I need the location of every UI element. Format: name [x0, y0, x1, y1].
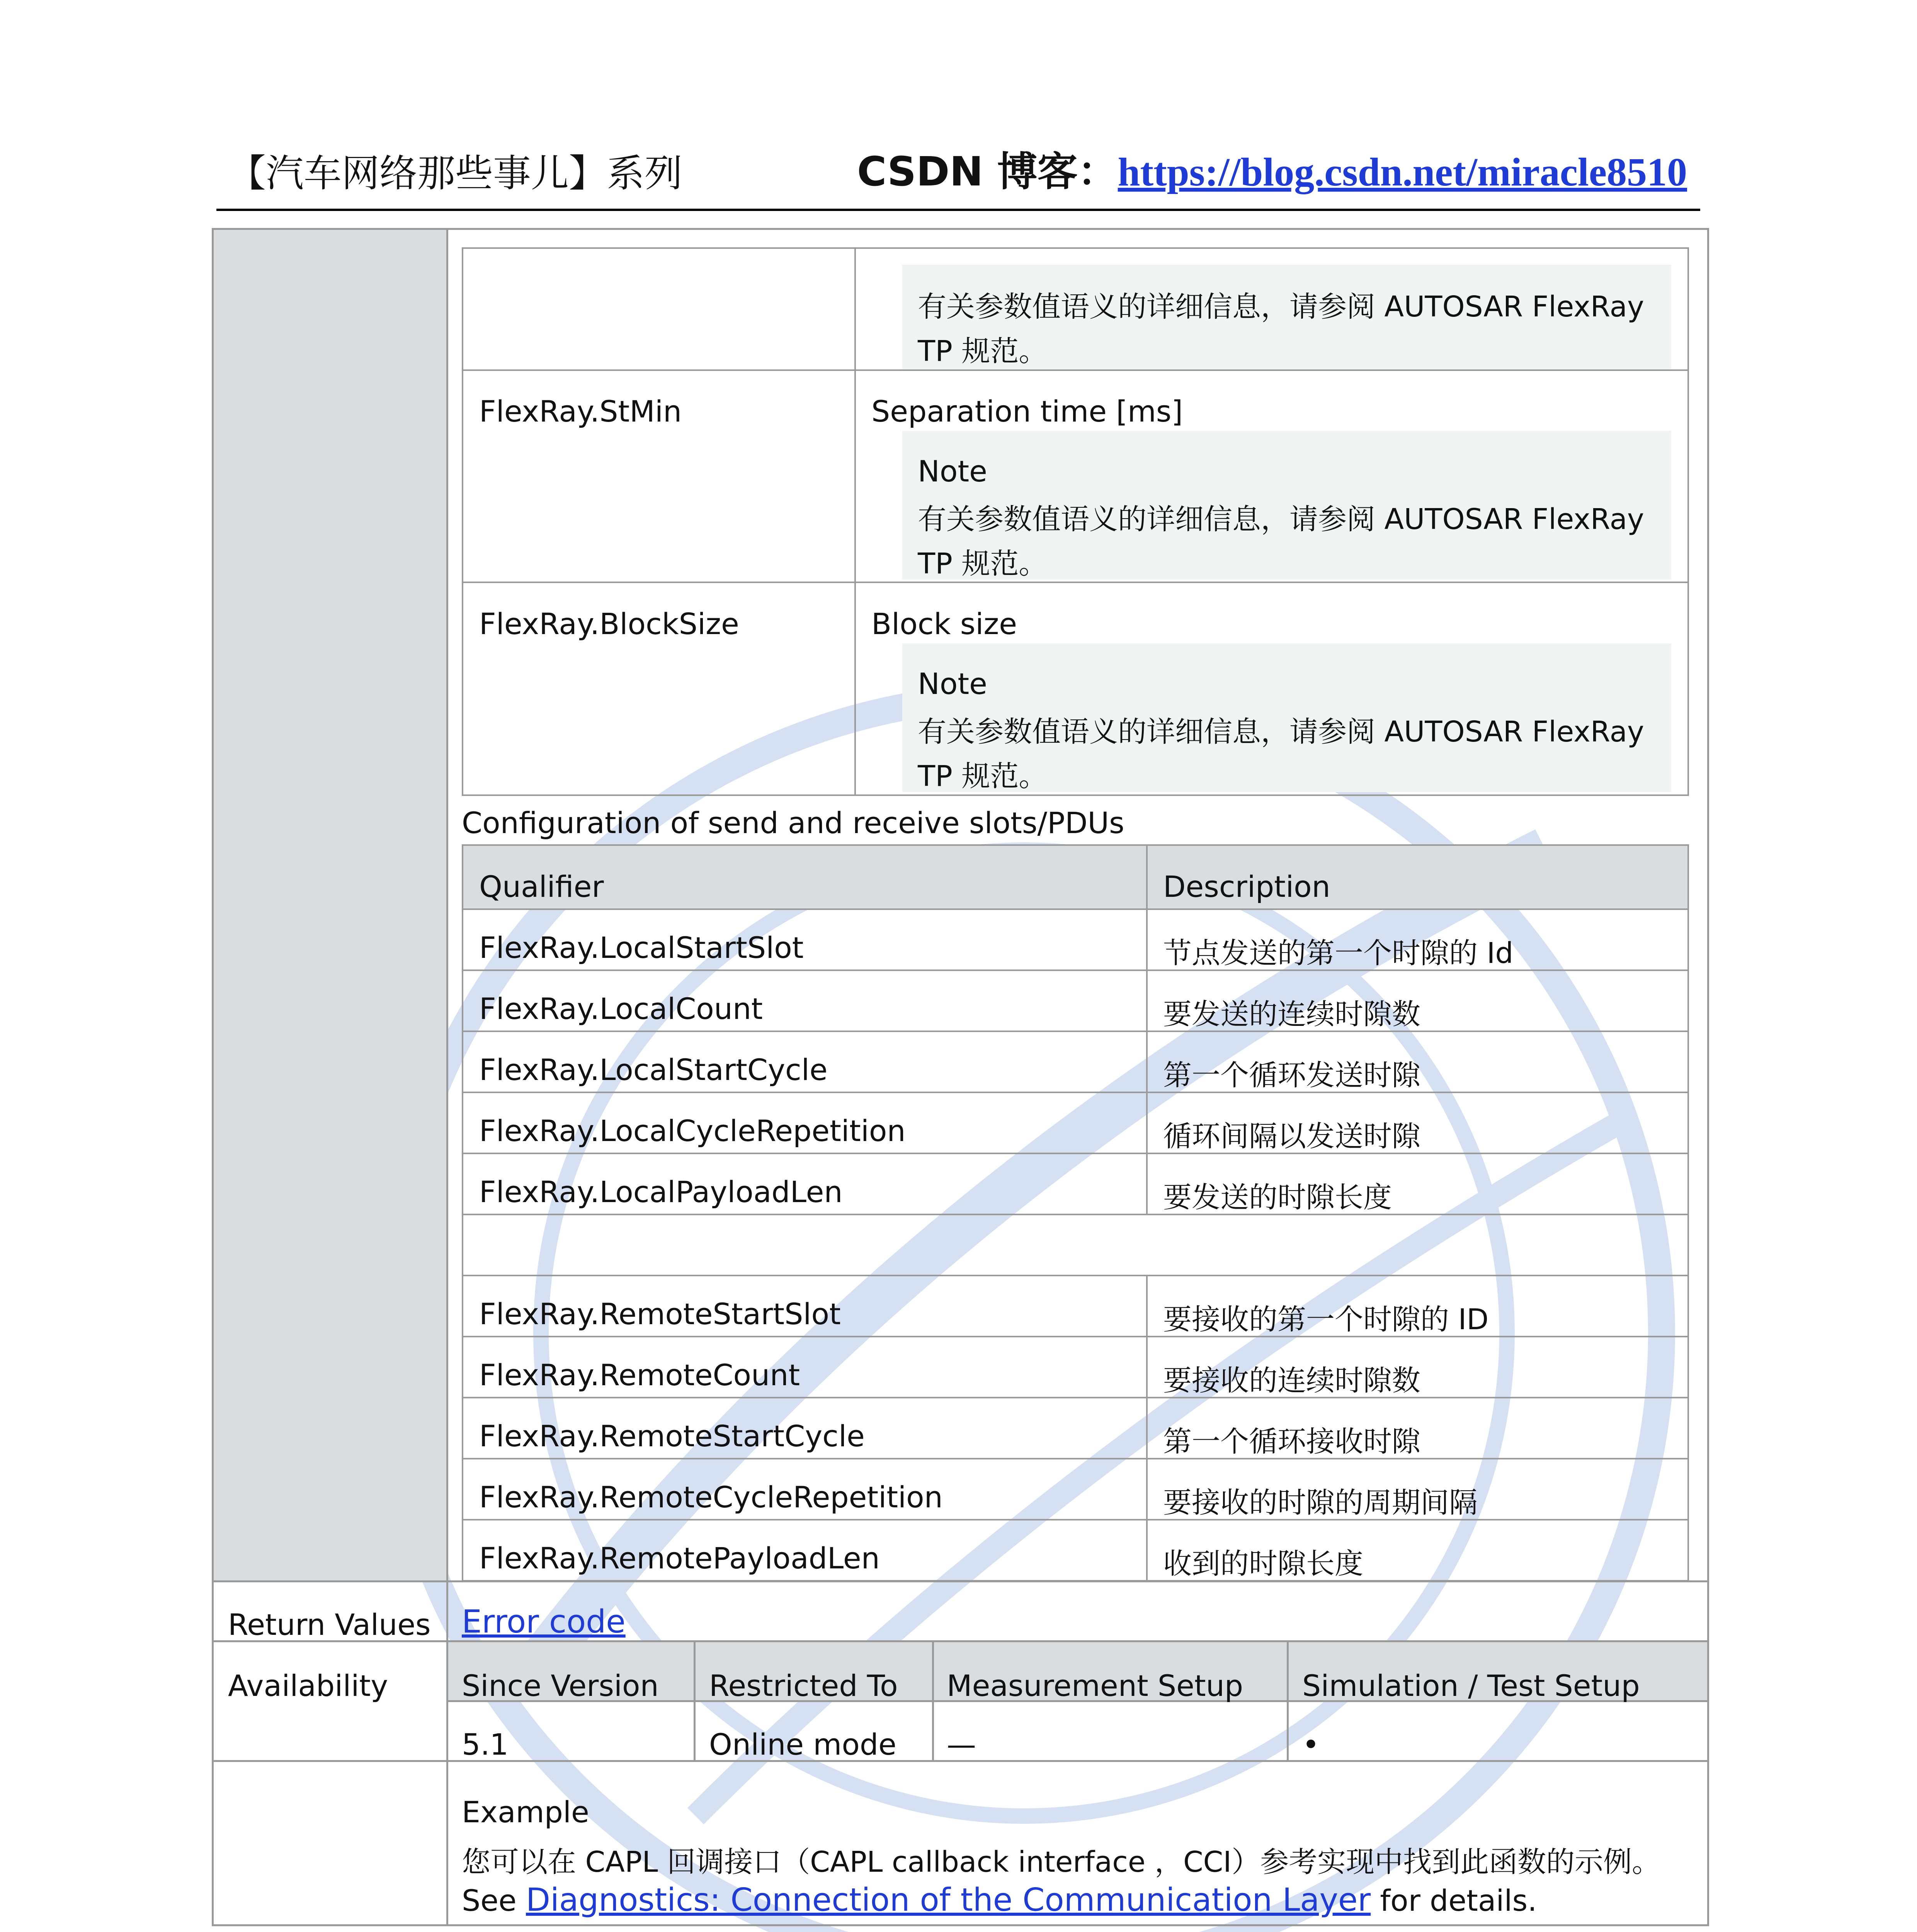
column-separator	[694, 1642, 696, 1760]
table-row-description: 第一个循环接收时隙	[1163, 1425, 1420, 1458]
example-title: Example	[462, 1795, 589, 1829]
header-rule	[216, 209, 1700, 211]
return-values-label: Return Values	[228, 1607, 431, 1642]
note-title: Note	[918, 667, 987, 701]
table-row-description: 第一个循环发送时隙	[1163, 1059, 1420, 1092]
restricted-to-header: Restricted To	[709, 1668, 898, 1703]
table-row-description: 循环间隔以发送时隙	[1163, 1120, 1420, 1153]
since-version-value: 5.1	[462, 1727, 509, 1762]
description-header: Description	[1163, 869, 1330, 904]
table-row-qualifier: FlexRay.RemotePayloadLen	[479, 1541, 880, 1575]
table-row-description: 要发送的连续时隙数	[1163, 998, 1420, 1031]
note-text: TP 规范。	[918, 760, 1048, 793]
slots-caption: Configuration of send and receive slots/PDUs	[462, 806, 1124, 840]
table-row-description: 要接收的时隙的周期间隔	[1163, 1486, 1478, 1519]
table-row-description: 要接收的连续时隙数	[1163, 1364, 1420, 1397]
qualifier-header: Qualifier	[479, 869, 604, 904]
table-row-qualifier: FlexRay.RemoteCycleRepetition	[479, 1480, 943, 1514]
series-title: 【汽车网络那些事儿】系列	[228, 151, 683, 196]
example-text: 您可以在 CAPL 回调接口（CAPL callback interface ，CCI）参考实现中找到此函数的示例。	[462, 1845, 1661, 1879]
simulation-test-setup-header: Simulation / Test Setup	[1302, 1668, 1640, 1703]
csdn-url-link[interactable]: https://blog.csdn.net/miracle8510	[1118, 150, 1687, 194]
table-row-qualifier: FlexRay.RemoteCount	[479, 1358, 800, 1392]
left-label-column	[214, 230, 447, 1582]
note-title: Note	[918, 454, 987, 488]
qualifier-cell: FlexRay.StMin	[479, 394, 682, 429]
measurement-setup-value: —	[947, 1727, 976, 1762]
table-row-empty	[462, 1214, 1689, 1276]
column-separator	[1287, 1642, 1289, 1760]
table-row-qualifier: FlexRay.LocalPayloadLen	[479, 1175, 843, 1209]
error-code-link[interactable]: Error code	[462, 1604, 626, 1640]
csdn-label: CSDN 博客：	[857, 148, 1118, 195]
column-separator	[932, 1642, 934, 1760]
restricted-to-value: Online mode	[709, 1727, 896, 1762]
note-text: TP 规范。	[918, 547, 1048, 580]
see-suffix: for details.	[1371, 1883, 1537, 1918]
measurement-setup-header: Measurement Setup	[947, 1668, 1243, 1703]
qualifier-cell: FlexRay.BlockSize	[479, 607, 739, 641]
note-text: TP 规范。	[918, 335, 1048, 368]
note-text: 有关参数值语义的详细信息，请参阅 AUTOSAR FlexRay	[918, 290, 1644, 323]
table-row-qualifier: FlexRay.RemoteStartCycle	[479, 1419, 865, 1453]
note-text: 有关参数值语义的详细信息，请参阅 AUTOSAR FlexRay	[918, 715, 1644, 748]
description-cell: Block size	[871, 607, 1017, 641]
csdn-blog-header	[857, 139, 1687, 197]
table-cell	[462, 247, 856, 371]
see-prefix: See	[462, 1883, 526, 1918]
description-cell: Separation time [ms]	[871, 394, 1183, 429]
table-row-description: 要接收的第一个时隙的 ID	[1163, 1303, 1489, 1336]
table-row-qualifier: FlexRay.RemoteStartSlot	[479, 1297, 841, 1331]
table-row-qualifier: FlexRay.LocalCycleRepetition	[479, 1114, 906, 1148]
availability-label: Availability	[228, 1668, 388, 1703]
since-version-header: Since Version	[462, 1668, 659, 1703]
example-see-line	[462, 1882, 1537, 1918]
note-text: 有关参数值语义的详细信息，请参阅 AUTOSAR FlexRay	[918, 503, 1644, 536]
table-row-description: 要发送的时隙长度	[1163, 1181, 1392, 1214]
simulation-test-setup-value: •	[1302, 1727, 1320, 1762]
table-row-qualifier: FlexRay.LocalCount	[479, 992, 763, 1026]
table-row-qualifier: FlexRay.LocalStartSlot	[479, 930, 804, 965]
table-row-description: 节点发送的第一个时隙的 Id	[1163, 937, 1514, 970]
table-row-description: 收到的时隙长度	[1163, 1547, 1363, 1580]
diagnostics-connection-link[interactable]: Diagnostics: Connection of the Communication Layer	[526, 1882, 1371, 1918]
table-row-qualifier: FlexRay.LocalStartCycle	[479, 1053, 828, 1087]
